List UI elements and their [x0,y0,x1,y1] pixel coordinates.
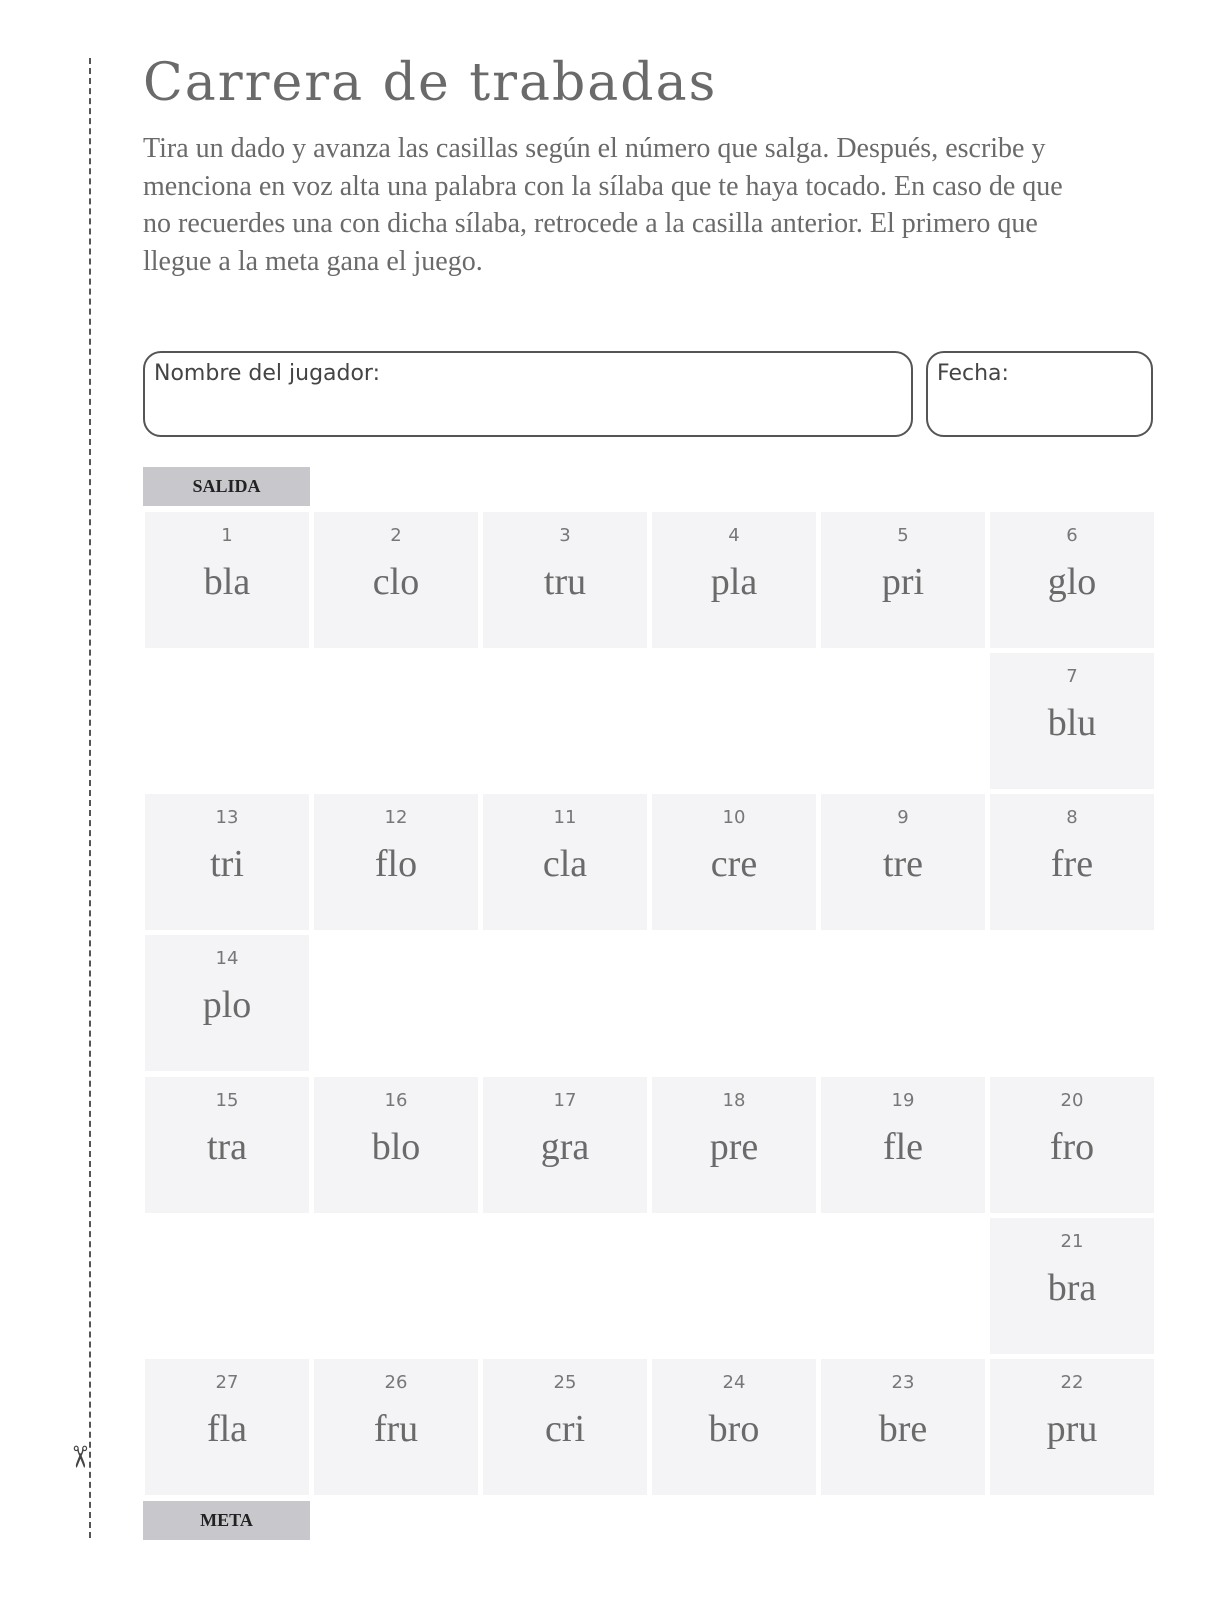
board-cell [145,794,309,930]
cell-syllable: fla [206,1408,248,1450]
board-cell [652,1359,816,1495]
cell-syllable: bla [203,561,251,603]
player-name-label: Nombre del jugador: [154,361,381,386]
cell-syllable: pru [1046,1408,1098,1450]
cell-syllable: pri [881,561,925,603]
board-cell [483,794,647,930]
cell-syllable: tri [210,843,244,885]
cell-number: 26 [384,1372,408,1393]
cell-number: 17 [553,1090,577,1111]
board-cell [314,1077,478,1213]
cell-number: 20 [1060,1090,1084,1111]
cell-number: 8 [1066,807,1078,828]
cell-number: 21 [1060,1231,1084,1252]
cell-syllable: cla [542,843,588,885]
cell-syllable: clo [372,561,420,603]
cell-syllable: gra [540,1126,590,1168]
board-cell [483,1077,647,1213]
instructions: Tira un dado y avanza las casillas según el número que salga. Después, escribe y menciona en voz alta una palabra con la sílaba que te haya tocado. En caso de que no recuerdes una con dicha sílaba, retrocede a la casilla anterior. El primero que llegue a la meta gana el juego. [143,133,1063,277]
cell-syllable: pla [710,561,758,603]
cell-syllable: fle [882,1126,924,1168]
page-title: Carrera de trabadas [143,53,718,113]
date-field[interactable] [926,351,1153,437]
board-cell [821,512,985,648]
cell-number: 18 [722,1090,746,1111]
board-cell [145,1359,309,1495]
cell-number: 23 [891,1372,915,1393]
board-cell [652,794,816,930]
board-cell [145,512,309,648]
cell-number: 1 [221,525,233,546]
finish-label: META [143,1501,310,1540]
cell-syllable: pre [709,1126,759,1168]
cell-number: 6 [1066,525,1078,546]
start-label: SALIDA [143,467,310,506]
cell-number: 19 [891,1090,915,1111]
cell-syllable: blu [1047,702,1097,744]
board-cell [990,1077,1154,1213]
date-label: Fecha: [937,361,1009,386]
cell-syllable: fru [373,1408,419,1450]
cell-syllable: tra [206,1126,248,1168]
board-cell [821,794,985,930]
cell-number: 24 [722,1372,746,1393]
cell-number: 15 [215,1090,239,1111]
cell-number: 9 [897,807,909,828]
cell-number: 7 [1066,666,1078,687]
cell-syllable: tru [543,561,587,603]
board-cell [990,1218,1154,1354]
board-cell [821,1077,985,1213]
cell-syllable: bre [878,1408,928,1450]
cell-syllable: fro [1049,1126,1095,1168]
board-cell [314,1359,478,1495]
board-cell [990,512,1154,648]
cell-syllable: bro [708,1408,760,1450]
cell-number: 5 [897,525,909,546]
cell-number: 12 [384,807,408,828]
cell-number: 2 [390,525,402,546]
cell-number: 14 [215,948,239,969]
cell-number: 11 [553,807,577,828]
cell-number: 4 [728,525,740,546]
cell-syllable: bra [1047,1267,1097,1309]
cell-syllable: glo [1047,561,1097,603]
cell-number: 27 [215,1372,239,1393]
board-cell [652,512,816,648]
player-name-field[interactable] [143,351,913,437]
board-cell [990,1359,1154,1495]
cell-number: 22 [1060,1372,1084,1393]
cut-line [89,58,91,1538]
board-cell [145,935,309,1071]
cell-number: 3 [559,525,571,546]
board-cell [145,1077,309,1213]
board-cell [314,794,478,930]
cell-syllable: cre [710,843,758,885]
board-cell [990,653,1154,789]
cell-syllable: fre [1050,843,1094,885]
cell-syllable: plo [202,984,252,1026]
cell-syllable: tre [882,843,924,885]
cell-syllable: cri [544,1408,586,1450]
board-cell [483,1359,647,1495]
board-cell [314,512,478,648]
cell-number: 13 [215,807,239,828]
cell-syllable: blo [371,1126,421,1168]
board-cell [821,1359,985,1495]
cell-number: 16 [384,1090,408,1111]
cell-syllable: flo [374,843,418,885]
board-cell [990,794,1154,930]
cell-number: 10 [722,807,746,828]
scissors-icon: ✂ [61,1444,97,1470]
cell-number: 25 [553,1372,577,1393]
board-cell [652,1077,816,1213]
board-cell [483,512,647,648]
